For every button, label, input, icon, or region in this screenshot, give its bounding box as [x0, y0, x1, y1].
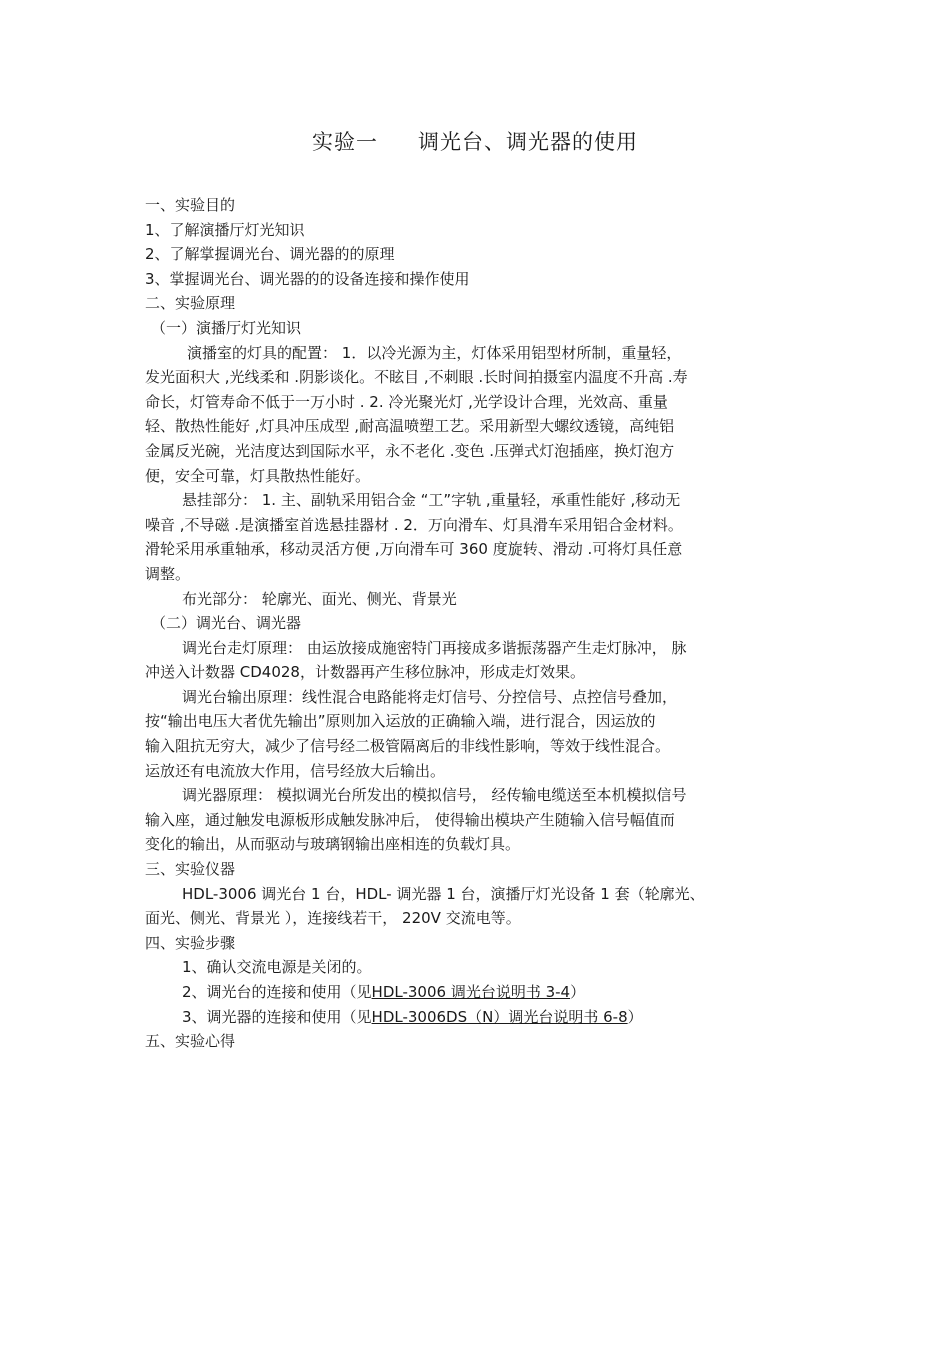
paragraph-line: HDL-3006 调光台 1 台，HDL- 调光器 1 台，演播厅灯光设备 1 套（轮廓光、 — [182, 884, 705, 903]
page-title — [0, 126, 950, 156]
paragraph-line: 输入座，通过触发电源板形成触发脉冲后， 使得输出模块产生随输入信号幅值而 — [145, 810, 675, 829]
step-item — [145, 980, 810, 1005]
paragraph-line: 调整。 — [145, 564, 191, 583]
paragraph-line: 按“输出电压大者优先输出”原则加入运放的正确输入端，进行混合，因运放的 — [145, 712, 656, 731]
paragraph-line: 悬挂部分： 1. 主、副轨采用铝合金 “工”字轨 ,重量轻，承重性能好 ,移动无 — [182, 491, 681, 510]
step-close: ） — [570, 983, 586, 1001]
paragraph-line: 调光台走灯原理： 由运放接成施密特门再接成多谐振荡器产生走灯脉冲， 脉 — [182, 638, 687, 657]
paragraph-line: 命长，灯管寿命不低于一万小时 . 2. 冷光聚光灯 ,光学设计合理，光效高、重量 — [145, 392, 668, 411]
paragraph-line: 运放还有电流放大作用，信号经放大后输出。 — [145, 761, 446, 780]
paragraph-line: 输入阻抗无穷大，减少了信号经二极管隔离后的非线性影响，等效于线性混合。 — [145, 737, 671, 756]
paragraph-line: 演播室的灯具的配置： 1．以冷光源为主，灯体采用铝型材所制，重量轻， — [187, 343, 682, 362]
paragraph-line: 冲送入计数器 CD4028，计数器再产生移位脉冲，形成走灯效果。 — [145, 663, 585, 682]
document-body — [145, 193, 810, 1054]
paragraph-line: 发光面积大 ,光线柔和 .阴影谈化。不眩目 ,不刺眼 .长时间拍摄室内温度不升高 .寿 — [145, 368, 688, 387]
subsection-heading: （一）演播厅灯光知识 — [151, 318, 302, 337]
list-item: 1、了解演播厅灯光知识 — [145, 220, 305, 239]
section-heading: 五、实验心得 — [145, 1032, 236, 1051]
paragraph-line: 调光器原理： 模拟调光台所发出的模拟信号， 经传输电缆送至本机模拟信号 — [182, 786, 687, 805]
paragraph-line: 面光、侧光、背景光 ），连接线若干， 220V 交流电等。 — [145, 909, 521, 928]
paragraph-line: 滑轮采用承重轴承，移动灵活方便 ,万向滑车可 360 度旋转、滑动 .可将灯具任意 — [145, 540, 683, 559]
section-heading: 四、实验步骤 — [145, 933, 236, 952]
list-item: 2、了解掌握调光台、调光器的的原理 — [145, 245, 395, 264]
paragraph-line: 便，安全可靠，灯具散热性能好。 — [145, 466, 371, 485]
step-item: 1、确认交流电源是关闭的。 — [182, 958, 372, 977]
paragraph-line: 轻、散热性能好 ,灯具冲压成型 ,耐高温喷塑工艺。采用新型大螺纹透镜，高纯铝 — [145, 417, 675, 436]
paragraph-line: 变化的输出，从而驱动与玻璃钢输出座相连的负载灯具。 — [145, 835, 521, 854]
paragraph-line: 布光部分： 轮廓光、面光、侧光、背景光 — [182, 589, 457, 608]
title-part-2: 调光台、调光器的使用 — [418, 130, 638, 154]
section-heading: 一、实验目的 — [145, 196, 236, 214]
step-close: ） — [627, 1007, 643, 1026]
section-heading: 二、实验原理 — [145, 294, 236, 313]
subsection-heading: （二）调光台、调光器 — [151, 614, 302, 633]
manual-reference: HDL-3006 调光台说明书 3-4 — [371, 983, 571, 1001]
step-text: 2、调光台的连接和使用（见 — [182, 983, 372, 1001]
step-item — [145, 1005, 810, 1030]
list-item: 3、掌握调光台、调光器的的设备连接和操作使用 — [145, 269, 470, 288]
paragraph-line: 调光台输出原理：线性混合电路能将走灯信号、分控信号、点控信号叠加， — [182, 687, 678, 706]
manual-reference: HDL-3006DS（N）调光台说明书 6-8 — [371, 1007, 628, 1026]
section-heading: 三、实验仪器 — [145, 860, 236, 879]
paragraph-line: 噪音 ,不导磁 .是演播室首选悬挂器材 . 2．万向滑车、灯具滑车采用铝合金材料。 — [145, 515, 683, 534]
step-text: 3、调光器的连接和使用（见 — [182, 1007, 372, 1026]
paragraph-line: 金属反光碗，光洁度达到国际水平，永不老化 .变色 .压弹式灯泡插座，换灯泡方 — [145, 441, 675, 460]
title-part-1: 实验一 — [312, 130, 378, 154]
